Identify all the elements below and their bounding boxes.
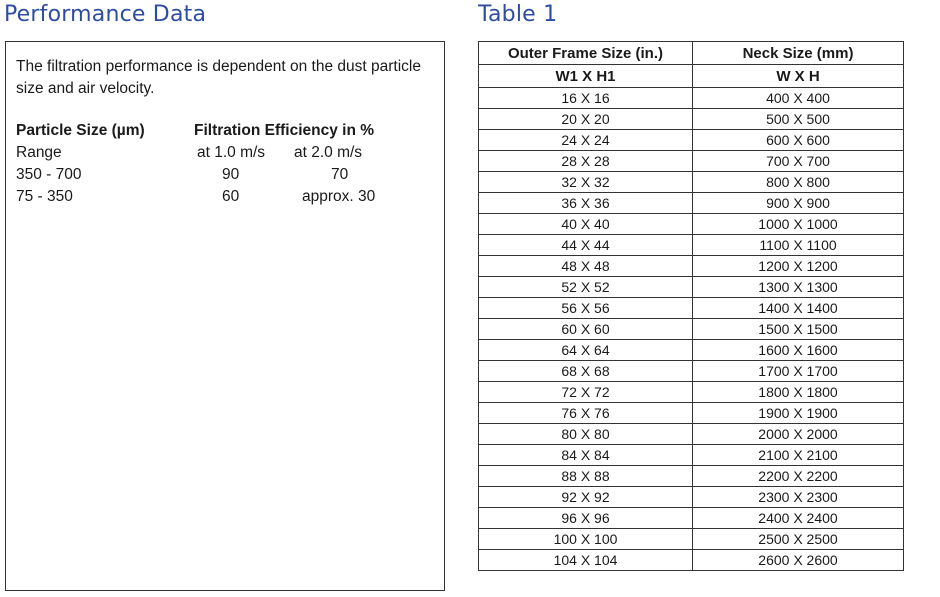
neck-size-cell: 1900 X 1900 [693,403,904,424]
neck-size-cell: 2600 X 2600 [693,550,904,571]
table-row [479,340,904,361]
neck-size-cell: 1100 X 1100 [693,235,904,256]
outer-frame-size-cell: 84 X 84 [479,445,693,466]
neck-size-cell: 500 X 500 [693,109,904,130]
range-cell: 75 - 350 [16,188,73,205]
table-row [479,445,904,466]
frame-size-table [478,41,904,571]
outer-frame-size-cell: 32 X 32 [479,172,693,193]
table-row [479,508,904,529]
table-1-heading: Table 1 [478,2,558,27]
table-row [479,256,904,277]
outer-frame-size-cell: 56 X 56 [479,298,693,319]
neck-size-cell: 1500 X 1500 [693,319,904,340]
outer-frame-size-cell: 68 X 68 [479,361,693,382]
table-row [479,529,904,550]
table-subheader-row [479,65,904,88]
outer-frame-size-cell: 72 X 72 [479,382,693,403]
outer-frame-size-cell: 80 X 80 [479,424,693,445]
speed-1-label: at 1.0 m/s [197,144,266,161]
neck-size-cell: 1800 X 1800 [693,382,904,403]
table-row [479,235,904,256]
outer-frame-size-cell: 76 X 76 [479,403,693,424]
table-row [479,277,904,298]
neck-size-cell: 1300 X 1300 [693,277,904,298]
neck-size-cell: 400 X 400 [693,88,904,109]
efficiency-2ms-cell: approx. 30 [302,188,376,205]
outer-frame-size-cell: 104 X 104 [479,550,693,571]
neck-size-cell: 1200 X 1200 [693,256,904,277]
outer-frame-size-cell: 20 X 20 [479,109,693,130]
performance-data-heading: Performance Data [4,2,207,27]
performance-intro-text: The filtration performance is dependent on the dust particle size and air velocity. [16,58,421,97]
neck-size-cell: 1600 X 1600 [693,340,904,361]
table-header-row [479,42,904,65]
neck-size-cell: 2300 X 2300 [693,487,904,508]
range-cell: 350 - 700 [16,166,82,183]
performance-grid [16,120,434,210]
filtration-efficiency-header: Filtration Efficiency in % [194,122,374,139]
outer-frame-size-cell: 48 X 48 [479,256,693,277]
neck-size-cell: 1400 X 1400 [693,298,904,319]
neck-size-cell: 2500 X 2500 [693,529,904,550]
outer-frame-size-cell: 52 X 52 [479,277,693,298]
table-row [479,382,904,403]
outer-frame-size-header: Outer Frame Size (in.) [479,42,693,65]
outer-frame-size-cell: 100 X 100 [479,529,693,550]
table-row [479,550,904,571]
neck-size-cell: 800 X 800 [693,172,904,193]
outer-frame-size-cell: 64 X 64 [479,340,693,361]
outer-frame-size-cell: 40 X 40 [479,214,693,235]
neck-size-cell: 700 X 700 [693,151,904,172]
neck-size-cell: 900 X 900 [693,193,904,214]
outer-frame-size-cell: 36 X 36 [479,193,693,214]
neck-size-cell: 2400 X 2400 [693,508,904,529]
table-row [479,214,904,235]
table-row [479,151,904,172]
table-row [479,193,904,214]
table-row [479,487,904,508]
neck-size-cell: 2100 X 2100 [693,445,904,466]
table-row [479,172,904,193]
neck-size-header: Neck Size (mm) [693,42,904,65]
outer-frame-size-cell: 96 X 96 [479,508,693,529]
outer-frame-size-cell: 88 X 88 [479,466,693,487]
table-row [479,403,904,424]
efficiency-2ms-cell: 70 [331,166,349,183]
outer-frame-size-cell: 44 X 44 [479,235,693,256]
w1-h1-subheader: W1 X H1 [479,65,693,88]
neck-size-cell: 2000 X 2000 [693,424,904,445]
performance-data-box [5,41,445,591]
speed-2-label: at 2.0 m/s [294,144,363,161]
outer-frame-size-cell: 28 X 28 [479,151,693,172]
range-label: Range [16,144,62,161]
efficiency-1ms-cell: 60 [222,188,240,205]
neck-size-cell: 1000 X 1000 [693,214,904,235]
table-row [479,466,904,487]
outer-frame-size-cell: 92 X 92 [479,487,693,508]
table-row [479,88,904,109]
table-row [479,130,904,151]
outer-frame-size-cell: 16 X 16 [479,88,693,109]
neck-size-cell: 2200 X 2200 [693,466,904,487]
table-row [479,319,904,340]
table-row [479,361,904,382]
particle-size-header: Particle Size (µm) [16,122,145,139]
outer-frame-size-cell: 24 X 24 [479,130,693,151]
table-row [479,298,904,319]
neck-size-cell: 1700 X 1700 [693,361,904,382]
neck-size-cell: 600 X 600 [693,130,904,151]
table-row [479,109,904,130]
efficiency-1ms-cell: 90 [222,166,240,183]
outer-frame-size-cell: 60 X 60 [479,319,693,340]
w-h-subheader: W X H [693,65,904,88]
table-row [479,424,904,445]
